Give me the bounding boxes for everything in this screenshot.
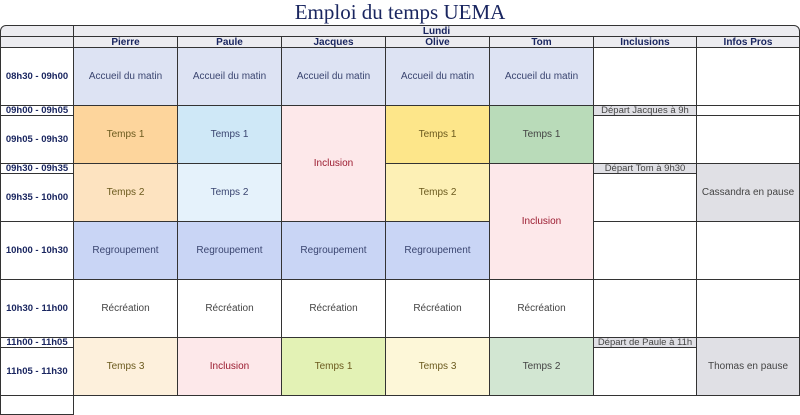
col-header-infos: Infos Pros [696, 36, 800, 48]
activity-cell[interactable]: Regroupement [281, 221, 386, 280]
day-header: Lundi [73, 25, 800, 37]
empty-cell[interactable] [696, 221, 800, 280]
empty-cell[interactable] [593, 115, 697, 164]
activity-cell[interactable]: Temps 2 [177, 163, 282, 222]
time-slot: 09h05 - 09h30 [0, 115, 74, 164]
time-slot: 11h00 - 11h05 [0, 337, 74, 348]
empty-cell[interactable] [696, 279, 800, 338]
activity-cell[interactable]: Récréation [73, 279, 178, 338]
activity-cell[interactable]: Temps 3 [385, 337, 490, 396]
time-slot: 09h00 - 09h05 [0, 105, 74, 116]
activity-cell[interactable]: Temps 1 [489, 105, 594, 164]
empty-cell[interactable] [696, 47, 800, 106]
empty-cell[interactable] [593, 347, 697, 396]
col-header-inclusions: Inclusions [593, 36, 697, 48]
empty-cell[interactable] [593, 173, 697, 222]
activity-cell[interactable]: Temps 1 [385, 105, 490, 164]
activity-cell[interactable]: Récréation [281, 279, 386, 338]
empty-cell[interactable] [593, 47, 697, 106]
activity-cell[interactable]: Temps 2 [385, 163, 490, 222]
info-note[interactable]: Cassandra en pause [696, 163, 800, 222]
col-header-olive: Olive [385, 36, 490, 48]
info-note[interactable]: Thomas en pause [696, 337, 800, 396]
activity-cell[interactable]: Temps 1 [73, 105, 178, 164]
time-slot [0, 395, 74, 415]
activity-cell[interactable]: Accueil du matin [489, 47, 594, 106]
time-slot: 08h30 - 09h00 [0, 47, 74, 106]
activity-cell[interactable]: Temps 2 [489, 337, 594, 396]
activity-cell[interactable]: Regroupement [73, 221, 178, 280]
activity-cell[interactable]: Récréation [489, 279, 594, 338]
inclusion-note[interactable]: Départ Tom à 9h30 [593, 163, 697, 174]
activity-cell[interactable]: Accueil du matin [73, 47, 178, 106]
activity-cell[interactable]: Temps 1 [177, 105, 282, 164]
activity-cell[interactable]: Inclusion [281, 105, 386, 222]
activity-cell[interactable]: Regroupement [177, 221, 282, 280]
col-header-pierre: Pierre [73, 36, 178, 48]
activity-cell[interactable]: Accueil du matin [385, 47, 490, 106]
activity-cell[interactable]: Récréation [385, 279, 490, 338]
activity-cell[interactable]: Temps 1 [281, 337, 386, 396]
empty-cell[interactable] [593, 279, 697, 338]
activity-cell[interactable]: Regroupement [385, 221, 490, 280]
activity-cell[interactable]: Temps 2 [73, 163, 178, 222]
activity-cell[interactable]: Inclusion [489, 163, 594, 280]
time-slot: 10h00 - 10h30 [0, 221, 74, 280]
empty-cell[interactable] [696, 115, 800, 164]
inclusion-note[interactable]: Départ Jacques à 9h [593, 105, 697, 116]
activity-cell[interactable]: Temps 3 [73, 337, 178, 396]
activity-cell[interactable]: Récréation [177, 279, 282, 338]
activity-cell[interactable]: Accueil du matin [281, 47, 386, 106]
col-header-paule: Paule [177, 36, 282, 48]
activity-cell[interactable]: Inclusion [177, 337, 282, 396]
time-slot: 09h35 - 10h00 [0, 173, 74, 222]
empty-cell[interactable] [593, 221, 697, 280]
inclusion-note[interactable]: Départ de Paule à 11h [593, 337, 697, 348]
time-slot: 11h05 - 11h30 [0, 347, 74, 396]
time-slot: 10h30 - 11h00 [0, 279, 74, 338]
col-header-tom: Tom [489, 36, 594, 48]
time-slot: 09h30 - 09h35 [0, 163, 74, 174]
activity-cell[interactable]: Accueil du matin [177, 47, 282, 106]
page-title: Emploi du temps UEMA [294, 0, 506, 24]
col-header-jacques: Jacques [281, 36, 386, 48]
